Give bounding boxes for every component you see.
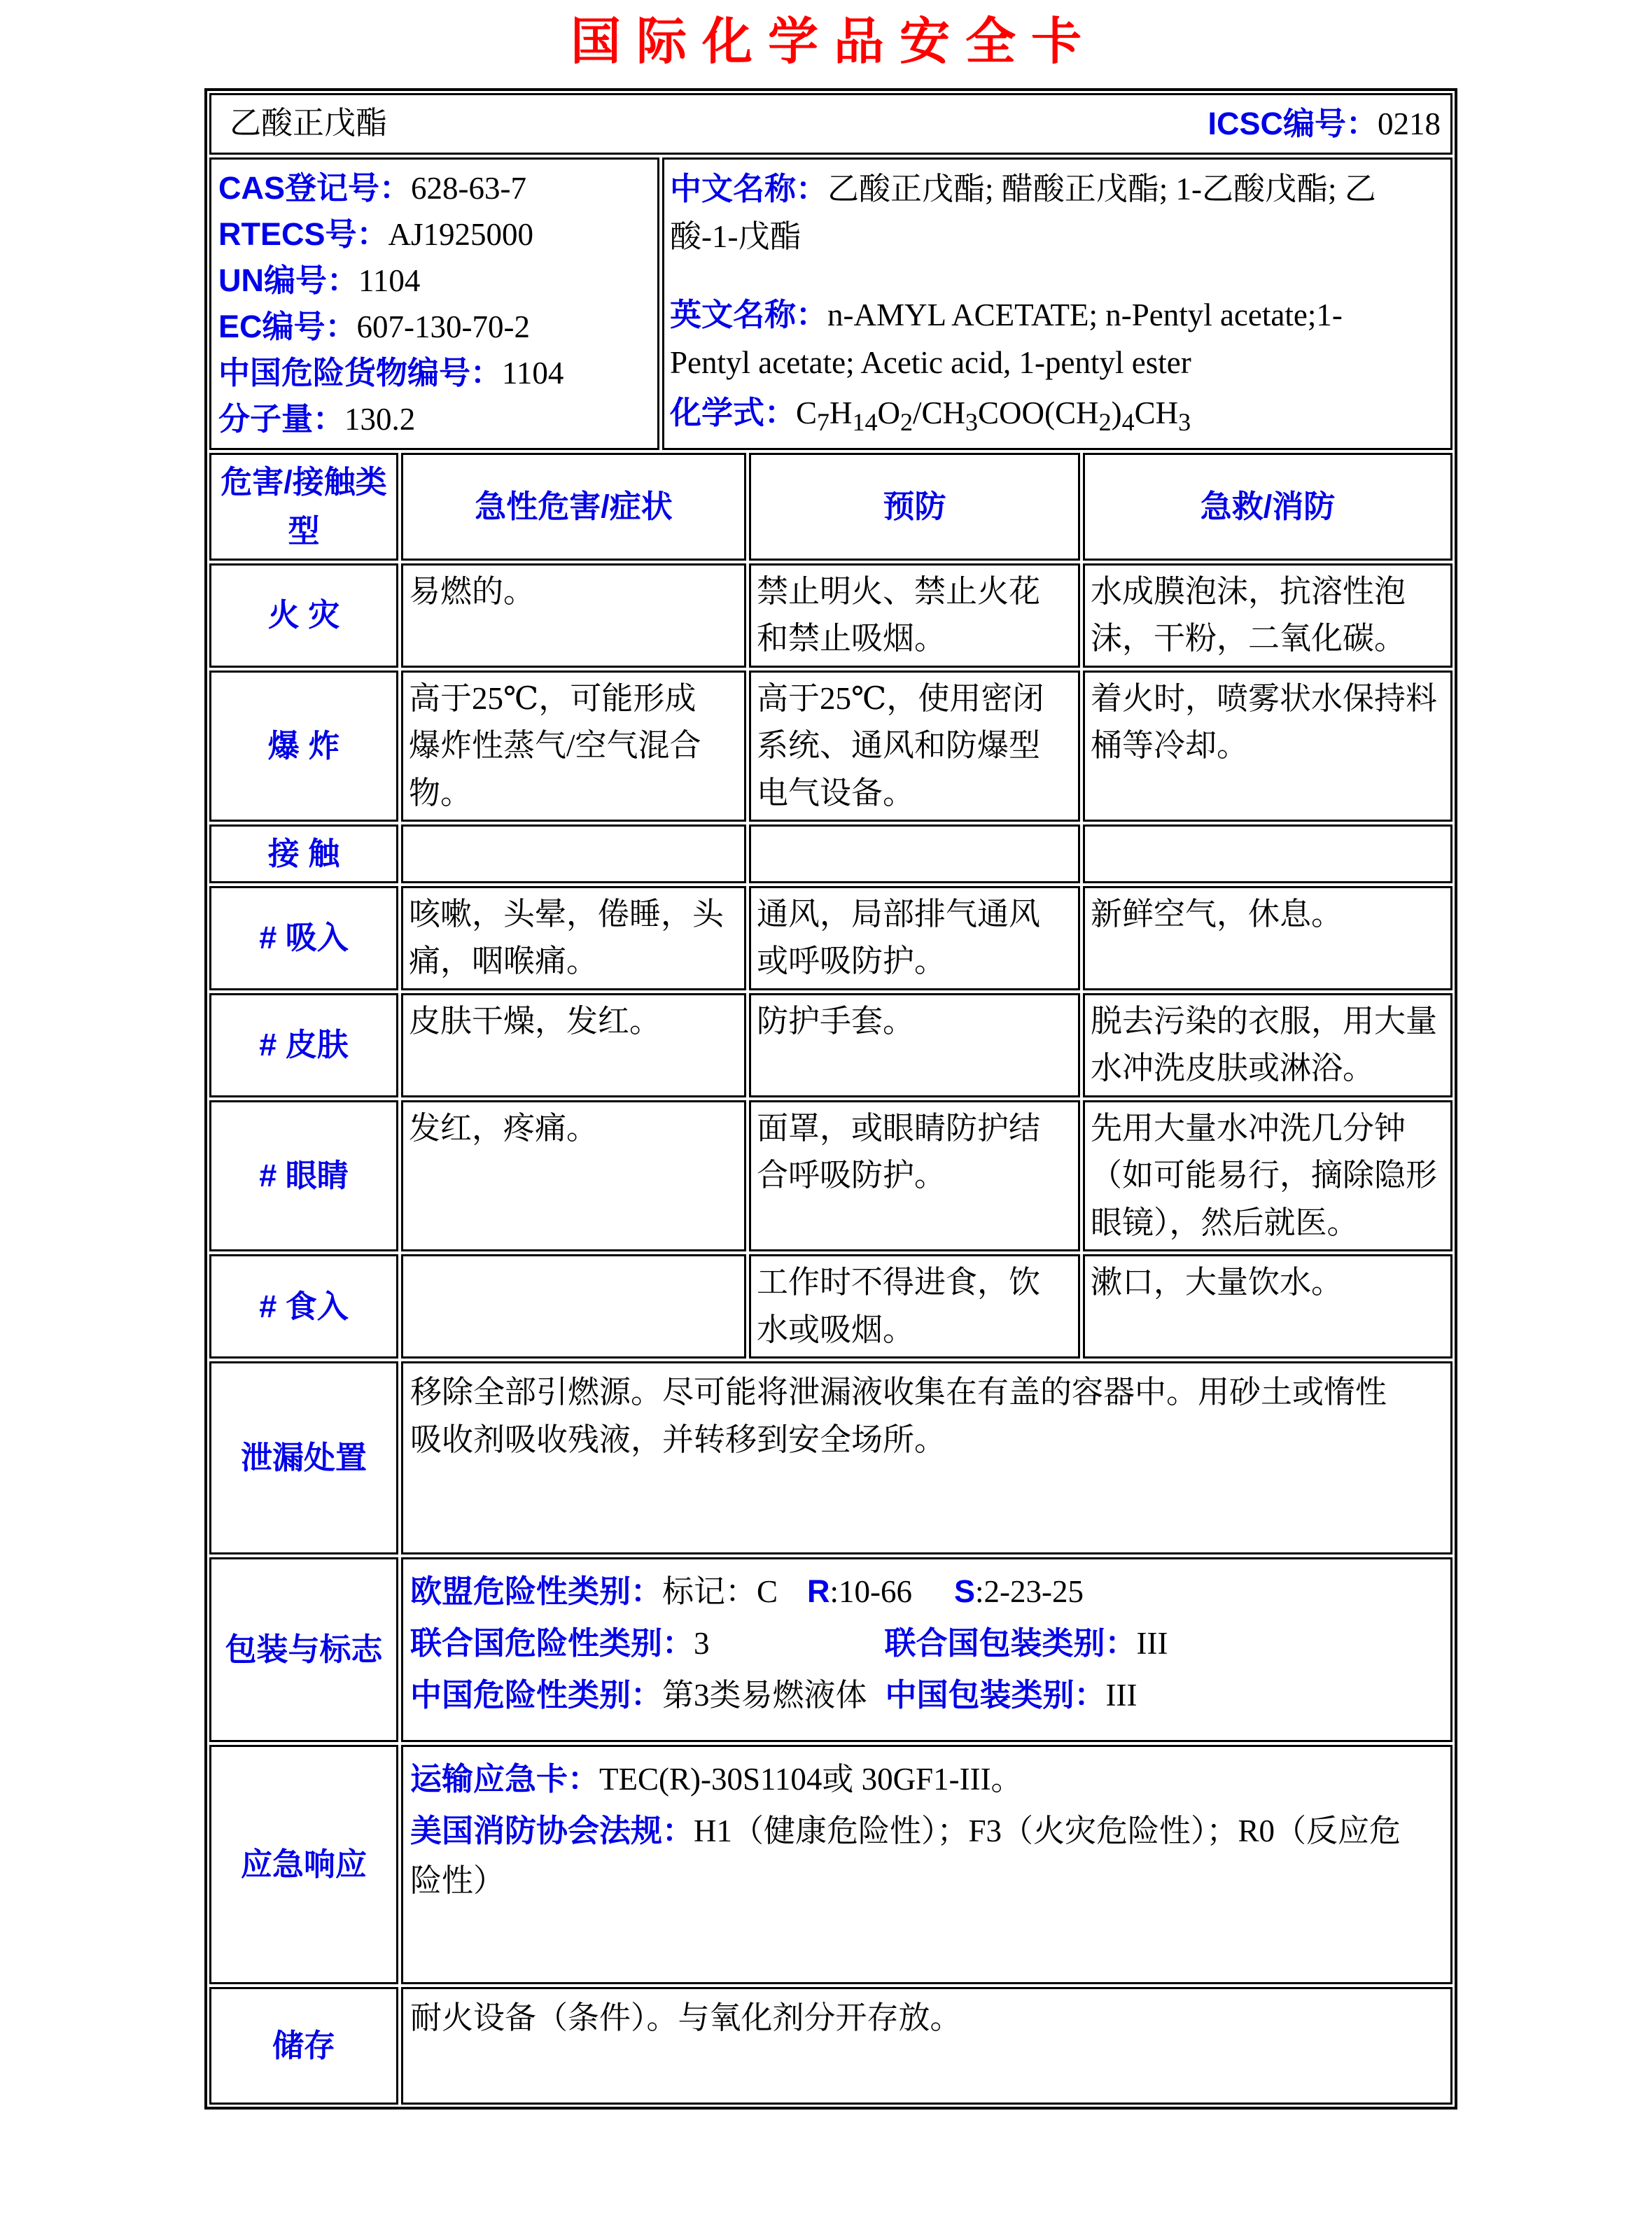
hazard-type-contact: 接 触 xyxy=(209,824,398,883)
contact-symptoms xyxy=(401,824,746,883)
formula-label: 化学式： xyxy=(670,395,797,430)
hazard-row-ingestion xyxy=(209,1254,1452,1359)
safety-card xyxy=(204,88,1457,2110)
identifier-row-molweight xyxy=(218,396,653,442)
un-pack-label: 联合国包装类别： xyxy=(884,1625,1137,1662)
fire-symptoms: 易燃的。 xyxy=(401,563,746,668)
inhalation-prevention: 通风，局部排气通风或呼吸防护。 xyxy=(749,886,1080,990)
un-class-value: 3 xyxy=(694,1626,710,1662)
hazard-type-inhalation: # 吸入 xyxy=(209,886,398,990)
fire-response: 水成膜泡沫，抗溶性泡沫，干粉，二氧化碳。 xyxy=(1083,563,1452,668)
eyes-response: 先用大量水冲洗几分钟（如可能易行，摘除隐形眼镜），然后就医。 xyxy=(1083,1100,1452,1252)
emergency-cell xyxy=(401,1745,1452,1984)
cn-class-label: 中国危险性类别： xyxy=(410,1677,663,1713)
page-title: 国际化学品安全卡 xyxy=(570,14,1097,70)
s-phrase-value: :2-23-25 xyxy=(975,1574,1084,1610)
storage-text: 耐火设备（条件）。与氧化剂分开存放。 xyxy=(401,1987,1452,2105)
english-names-label: 英文名称： xyxy=(670,297,828,332)
nfpa-value: H1（健康危险性）；F3（火灾危险性）；R0（反应危险性） xyxy=(410,1813,1401,1899)
section-row-storage xyxy=(209,1987,1452,2105)
hazard-row-explosion xyxy=(209,671,1452,822)
identifier-row-cas xyxy=(218,165,653,211)
eu-class-label: 欧盟危险性类别： xyxy=(410,1573,663,1610)
transport-card-label: 运输应急卡： xyxy=(410,1761,600,1797)
contact-prevention xyxy=(749,824,1080,883)
eu-classification xyxy=(410,1566,1415,1617)
chemical-formula xyxy=(670,389,1422,437)
spill-text: 移除全部引燃源。尽可能将泄漏液收集在有盖的容器中。用砂土或惰性吸收剂吸收残液，并转移到安全场所。 xyxy=(401,1361,1452,1554)
identifier-row-un xyxy=(218,258,653,304)
ingestion-response: 漱口，大量饮水。 xyxy=(1083,1254,1452,1359)
section-row-emergency xyxy=(209,1745,1452,1984)
hazard-row-inhalation xyxy=(209,886,1452,990)
card-header-row xyxy=(209,93,1452,155)
icsc-value: 0218 xyxy=(1378,106,1441,141)
eyes-prevention: 面罩，或眼睛防护结合呼吸防护。 xyxy=(749,1100,1080,1252)
english-names-value: n-AMYL ACETATE; n-Pentyl acetate;1-Pentyl acetate; Acetic acid, 1-pentyl ester xyxy=(670,297,1343,380)
identifier-value: 607-130-70-2 xyxy=(356,309,530,344)
transport-card-line xyxy=(410,1754,1415,1804)
identifier-value: AJ1925000 xyxy=(388,217,534,252)
substance-name: 乙酸正戊酯 xyxy=(230,106,388,141)
transport-card-value: TEC(R)-30S1104或 30GF1-III。 xyxy=(599,1762,1023,1797)
packaging-cell xyxy=(401,1557,1452,1742)
inhalation-response: 新鲜空气，休息。 xyxy=(1083,886,1452,990)
icsc-label: ICSC编号： xyxy=(1208,105,1378,141)
identifier-label: UN编号： xyxy=(218,262,358,298)
section-title-emergency: 应急响应 xyxy=(209,1745,398,1984)
hazard-header-row xyxy=(209,453,1452,561)
skin-response: 脱去污染的衣服，用大量水冲洗皮肤或淋浴。 xyxy=(1083,993,1452,1097)
chinese-names-label: 中文名称： xyxy=(670,171,828,206)
identifier-value: 130.2 xyxy=(344,402,416,437)
section-title-packaging: 包装与标志 xyxy=(209,1557,398,1742)
identifier-value: 628-63-7 xyxy=(411,171,526,206)
chinese-names xyxy=(670,165,1422,260)
inhalation-symptoms: 咳嗽，头晕，倦睡，头痛，咽喉痛。 xyxy=(401,886,746,990)
identifier-value: 1104 xyxy=(502,356,564,391)
section-title-storage: 储存 xyxy=(209,1987,398,2105)
hazard-row-fire xyxy=(209,563,1452,668)
col-header-firstaid: 急救/消防 xyxy=(1083,453,1452,561)
hazard-type-fire: 火 灾 xyxy=(209,563,398,668)
identifier-row-ec xyxy=(218,304,653,350)
cn-pack-value: III xyxy=(1105,1678,1138,1713)
ingestion-prevention: 工作时不得进食，饮水或吸烟。 xyxy=(749,1254,1080,1359)
section-title-spill: 泄漏处置 xyxy=(209,1361,398,1554)
nfpa-line xyxy=(410,1806,1415,1906)
identifier-label: EC编号： xyxy=(218,309,357,344)
identifier-label: 中国危险货物编号： xyxy=(218,355,503,391)
identifiers-cell xyxy=(209,157,659,450)
identifier-label: RTECS号： xyxy=(218,216,388,252)
skin-prevention: 防护手套。 xyxy=(749,993,1080,1097)
icsc-number xyxy=(1208,100,1441,148)
identifier-label: 分子量： xyxy=(218,401,345,437)
explosion-response: 着火时，喷雾状水保持料桶等冷却。 xyxy=(1083,671,1452,822)
icsc-page xyxy=(0,14,1652,2110)
identifier-row-rtecs xyxy=(218,211,653,258)
hazard-row-contact xyxy=(209,824,1452,883)
eyes-symptoms: 发红，疼痛。 xyxy=(401,1100,746,1252)
identifier-value: 1104 xyxy=(358,263,421,298)
cn-class-value: 第3类易燃液体 xyxy=(662,1678,867,1713)
skin-symptoms: 皮肤干燥，发红。 xyxy=(401,993,746,1097)
hazard-row-skin xyxy=(209,993,1452,1097)
fire-prevention: 禁止明火、禁止火花和禁止吸烟。 xyxy=(749,563,1080,668)
un-classification xyxy=(410,1618,1415,1669)
hazard-type-eyes: # 眼睛 xyxy=(209,1100,398,1252)
eu-mark-value: 标记：C xyxy=(662,1574,778,1610)
section-row-spill xyxy=(209,1361,1452,1554)
contact-response xyxy=(1083,824,1452,883)
identity-row xyxy=(209,157,1452,450)
cn-classification xyxy=(410,1670,1415,1720)
card-header-cell xyxy=(209,93,1452,155)
un-pack-value: III xyxy=(1136,1626,1168,1662)
col-header-prevention: 预防 xyxy=(749,453,1080,561)
ingestion-symptoms xyxy=(401,1254,746,1359)
s-phrase-label: S xyxy=(954,1573,976,1610)
hazard-row-eyes xyxy=(209,1100,1452,1252)
hazard-type-skin: # 皮肤 xyxy=(209,993,398,1097)
section-row-packaging xyxy=(209,1557,1452,1742)
nfpa-label: 美国消防协会法规： xyxy=(410,1813,694,1849)
identifier-row-cn-dg xyxy=(218,350,653,396)
explosion-symptoms: 高于25℃，可能形成爆炸性蒸气/空气混合物。 xyxy=(401,671,746,822)
hazard-type-ingestion: # 食入 xyxy=(209,1254,398,1359)
cn-pack-label: 中国包装类别： xyxy=(885,1677,1106,1713)
hazard-type-explosion: 爆 炸 xyxy=(209,671,398,822)
names-cell xyxy=(662,157,1452,450)
col-header-symptoms: 急性危害/症状 xyxy=(401,453,746,561)
un-class-label: 联合国危险性类别： xyxy=(410,1625,694,1662)
explosion-prevention: 高于25℃，使用密闭系统、通风和防爆型电气设备。 xyxy=(749,671,1080,822)
english-names xyxy=(670,291,1422,386)
identifier-label: CAS登记号： xyxy=(218,170,412,206)
r-phrase-value: :10-66 xyxy=(830,1574,913,1610)
chinese-names-value: 乙酸正戊酯; 醋酸正戊酯; 1-乙酸戊酯; 乙酸-1-戊酯 xyxy=(670,171,1376,254)
formula-value: $C_7H_{14}O_2/CH_3COO(CH_2)_4CH_3$ xyxy=(796,395,1191,437)
col-header-hazard-type: 危害/接触类型 xyxy=(209,453,398,561)
r-phrase-label: R xyxy=(807,1573,830,1610)
